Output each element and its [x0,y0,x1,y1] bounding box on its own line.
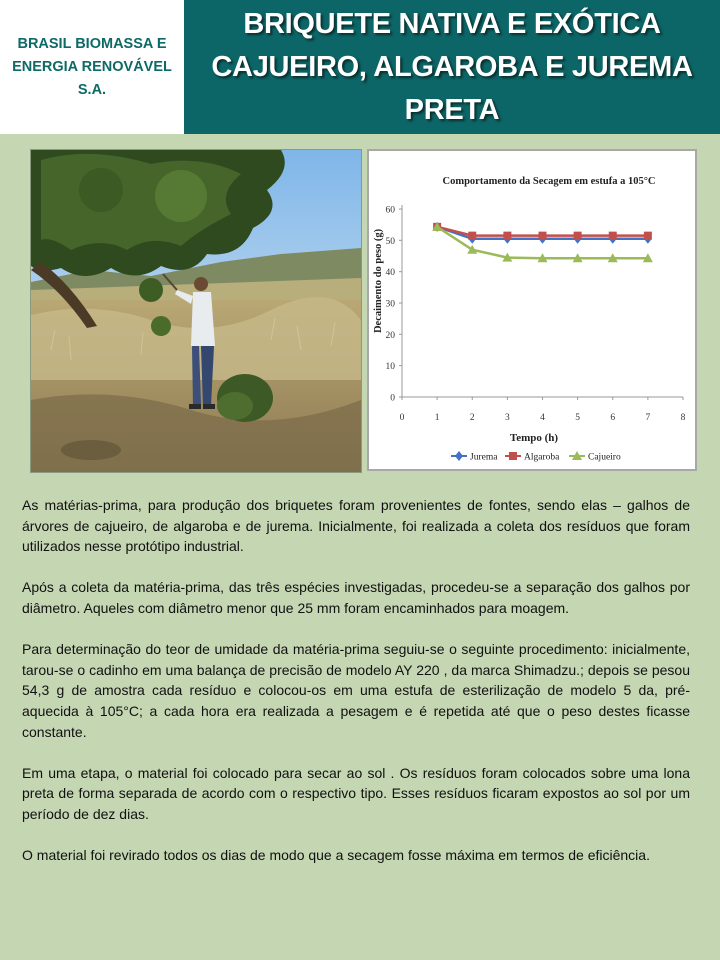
body-text [22,495,690,886]
chart-y-tick-label: 40 [385,268,395,279]
data-point-algaroba [574,232,582,240]
legend-marker-algaroba [509,452,517,460]
chart-title: Comportamento da Secagem em estufa a 105°C [442,176,656,187]
chart-x-tick-label: 3 [505,413,510,423]
legend-label-algaroba: Algaroba [524,452,560,463]
drying-chart-svg [369,151,695,469]
company-name-box [0,0,184,134]
chart-x-tick-label: 5 [575,413,580,423]
chart-x-tick-label: 0 [399,413,405,423]
chart-y-tick-label: 50 [385,236,395,247]
chart-x-axis-label: Tempo (h) [509,432,559,444]
chart-x-tick-label: 1 [434,413,440,423]
data-point-algaroba [468,232,476,240]
chart-y-tick-label: 30 [385,299,395,310]
chart-x-tick-label: 7 [645,413,651,423]
chart-y-tick-label: 0 [390,393,395,404]
paragraph-3: Para determinação do teor de umidade da matéria-prima seguiu-se o seguinte procedimento: inicialmente, tarou-se o cadinho em uma balança de precisão de modelo AY 220 , da marca Shimadzu.; depois se pesou 54,3 g de amostra cada resíduo e colocou-os em uma estufa de esterilização de modelo 5 da, pré-aquecida à 105°C; a cada hora era realizada a pesagem e é repetida até que o peso destes ficasse constante. [22,641,690,740]
harvest-photo [30,149,362,473]
title-banner [184,0,720,134]
company-name: BRASIL BIOMASSA E ENERGIA RENOVÁVEL S.A. [12,35,172,98]
drying-chart [367,149,697,471]
page-title: BRIQUETE NATIVA E EXÓTICA CAJUEIRO, ALGAROBA E JUREMA PRETA [211,7,693,126]
chart-y-tick-label: 20 [385,330,395,341]
data-point-algaroba [609,232,617,240]
legend-label-jurema: Jurema [470,452,498,463]
chart-x-tick-label: 4 [540,413,545,423]
legend-marker-jurema [455,451,463,461]
legend-label-cajueiro: Cajueiro [588,452,621,463]
chart-y-tick-label: 60 [385,205,395,216]
data-point-algaroba [644,232,652,240]
photo-illustration [31,150,361,472]
chart-y-axis-label: Decaimento do peso (g) [373,228,384,334]
chart-x-tick-label: 8 [680,413,686,423]
chart-x-tick-label: 6 [610,413,616,423]
paragraph-4: Em uma etapa, o material foi colocado para secar ao sol . Os resíduos foram colocados sobre uma lona preta de forma separada de acordo com o respectivo tipo. Esses resíduos ficaram expostos ao sol por um período de dez dias. [22,764,690,822]
chart-x-tick-label: 2 [469,413,475,423]
chart-y-tick-label: 10 [385,362,395,373]
data-point-algaroba [539,232,547,240]
paragraph-5: O material foi revirado todos os dias de modo que a secagem fosse máxima em termos de eficiência. [22,847,650,864]
paragraph-2: Após a coleta da matéria-prima, das três espécies investigadas, procedeu-se a separação dos galhos por diâmetro. Aqueles com diâmetro menor que 25 mm foram encaminhados para moagem. [22,579,690,616]
paragraph-1: As matérias-prima, para produção dos briquetes foram provenientes de fontes, sendo elas – galhos de árvores de cajueiro, de algaroba e de jurema. Inicialmente, foi realizada a coleta dos resíduos que foram utilizados nesse protótipo industrial. [22,497,690,555]
data-point-algaroba [503,232,511,240]
